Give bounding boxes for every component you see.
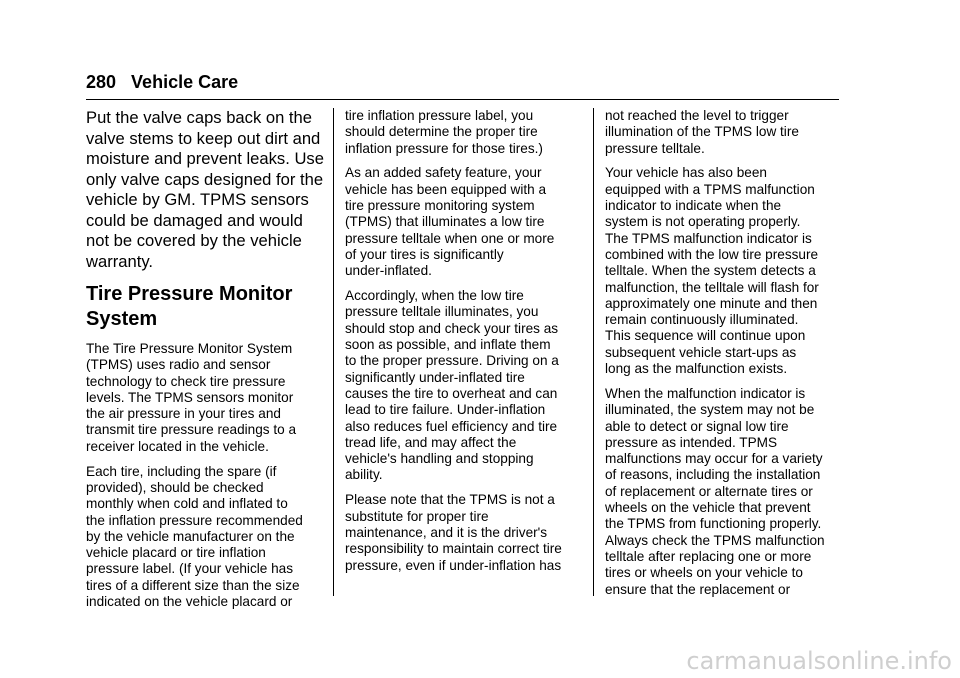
text-line: subsequent vehicle start-ups as [605, 344, 797, 360]
text-line: not reached the level to trigger [605, 108, 789, 123]
text-line: System [86, 308, 158, 330]
text-line: under-inflated. [345, 263, 432, 279]
text-line: telltale. When the system detects a [605, 263, 816, 279]
text-line: technology to check tire pressure [86, 373, 286, 389]
intro-paragraph [86, 108, 330, 272]
text-line: tire inflation pressure label, you [345, 108, 534, 123]
text-line: ability. [345, 467, 383, 483]
text-line: the air pressure in your tires and [86, 406, 281, 422]
text-line: (TPMS) that illuminates a low tire [345, 214, 545, 230]
text-line: Always check the TPMS malfunction [605, 532, 825, 548]
text-line: This sequence will continue upon [605, 328, 806, 344]
text-line: ensure that the replacement or [605, 581, 791, 597]
text-line: When the malfunction indicator is [605, 385, 806, 401]
text-line: maintenance, and it is the driver's [345, 524, 548, 540]
column-3-body [605, 108, 845, 598]
section-heading [86, 282, 330, 332]
page-number: 280 [86, 72, 117, 92]
text-line: soon as possible, and inflate them [345, 337, 551, 353]
text-line: the inflation pressure recommended [86, 512, 303, 528]
text-line: Tire Pressure Monitor [86, 283, 293, 305]
text-line: significantly under-inflated tire [345, 369, 525, 385]
text-line: wheels on the vehicle that prevent [605, 500, 811, 516]
text-line: monthly when cold and inflated to [86, 496, 288, 512]
text-line: malfunction, the telltale will flash for [605, 279, 819, 295]
text-line: indicator to indicate when the [605, 198, 782, 214]
text-line: of your tires is significantly [345, 246, 504, 262]
text-line: combined with the low tire pressure [605, 246, 819, 262]
text-line: also reduces fuel efficiency and tire [345, 418, 558, 434]
text-line: vehicle's handling and stopping [345, 451, 534, 467]
text-line: tires or wheels on your vehicle to [605, 565, 803, 581]
paragraph [605, 386, 845, 598]
watermark: carmanualsonline.info [686, 647, 952, 675]
text-line: could be damaged and would [86, 210, 303, 230]
text-line: illumination of the TPMS low tire [605, 124, 799, 140]
text-line: As an added safety feature, your [345, 165, 542, 181]
header-divider [86, 99, 839, 100]
text-line: pressure telltale when one or more [345, 230, 555, 246]
text-line: tread life, and may affect the [345, 434, 517, 450]
page-header [86, 71, 238, 93]
paragraph [86, 464, 330, 611]
text-line: Accordingly, when the low tire [345, 288, 524, 304]
text-line: indicated on the vehicle placard or [86, 594, 293, 610]
text-line: not be covered by the vehicle [86, 231, 302, 250]
text-line: long as the malfunction exists. [605, 361, 788, 377]
text-line: moisture and prevent leaks. Use [86, 149, 324, 168]
text-line: vehicle by GM. TPMS sensors [86, 190, 309, 209]
text-line: remain continuously illuminated. [605, 312, 799, 328]
column-1-body [86, 341, 330, 610]
paragraph [605, 165, 845, 377]
text-line: receiver located in the vehicle. [86, 438, 269, 454]
text-line: lead to tire failure. Under-inflation [345, 402, 546, 418]
text-line: telltale after replacing one or more [605, 548, 812, 564]
text-line: equipped with a TPMS malfunction [605, 181, 815, 197]
text-line: should stop and check your tires as [345, 320, 559, 336]
text-line: Put the valve caps back on the [86, 108, 313, 127]
text-line: pressure telltale. [605, 140, 705, 156]
text-line: pressure label. (If your vehicle has [86, 561, 294, 577]
text-line: system is not operating properly. [605, 214, 801, 230]
text-line: by the vehicle manufacturer on the [86, 528, 295, 544]
column-3 [605, 108, 845, 606]
text-line: valve stems to keep out dirt and [86, 128, 321, 148]
section-title: Vehicle Care [131, 72, 239, 92]
text-line: approximately one minute and then [605, 295, 818, 311]
column-2 [345, 108, 585, 582]
paragraph [345, 165, 585, 279]
paragraph [345, 492, 585, 573]
text-line: The Tire Pressure Monitor System [86, 341, 293, 356]
text-line: tire pressure monitoring system [345, 198, 535, 214]
text-line: causes the tire to overheat and can [345, 385, 558, 401]
text-line: of replacement or alternate tires or [605, 483, 813, 499]
text-line: Your vehicle has also been [605, 165, 767, 181]
text-line: inflation pressure for those tires.) [345, 140, 543, 156]
text-line: only valve caps designed for the [86, 169, 324, 189]
text-line: warranty. [86, 251, 154, 271]
column-1 [86, 108, 330, 619]
text-line: pressure, even if under-inflation has [345, 557, 562, 573]
text-line: (TPMS) uses radio and sensor [86, 357, 271, 373]
text-line: tires of a different size than the size [86, 577, 300, 593]
column-2-body [345, 108, 585, 574]
text-line: provided), should be checked [86, 479, 264, 495]
text-line: vehicle placard or tire inflation [86, 545, 266, 561]
paragraph [345, 108, 585, 157]
text-line: to the proper pressure. Driving on a [345, 353, 559, 369]
text-line: levels. The TPMS sensors monitor [86, 389, 294, 405]
column-divider-1 [333, 108, 334, 596]
text-line: substitute for proper tire [345, 508, 489, 524]
text-line: Each tire, including the spare (if [86, 463, 277, 479]
text-line: pressure telltale illuminates, you [345, 304, 539, 320]
column-divider-2 [593, 108, 594, 596]
paragraph [345, 288, 585, 484]
text-line: vehicle has been equipped with a [345, 181, 547, 197]
text-line: Please note that the TPMS is not a [345, 492, 555, 508]
text-line: should determine the proper tire [345, 124, 538, 140]
text-line: of reasons, including the installation [605, 467, 821, 483]
text-line: transmit tire pressure readings to a [86, 422, 297, 438]
text-line: The TPMS malfunction indicator is [605, 230, 812, 246]
paragraph [86, 341, 330, 455]
text-line: responsibility to maintain correct tire [345, 541, 562, 557]
text-line: pressure as intended. TPMS [605, 434, 778, 450]
text-line: the TPMS from functioning properly. [605, 516, 822, 532]
text-line: malfunctions may occur for a variety [605, 451, 823, 467]
text-line: illuminated, the system may not be [605, 402, 815, 418]
paragraph [605, 108, 845, 157]
text-line: able to detect or signal low tire [605, 418, 789, 434]
